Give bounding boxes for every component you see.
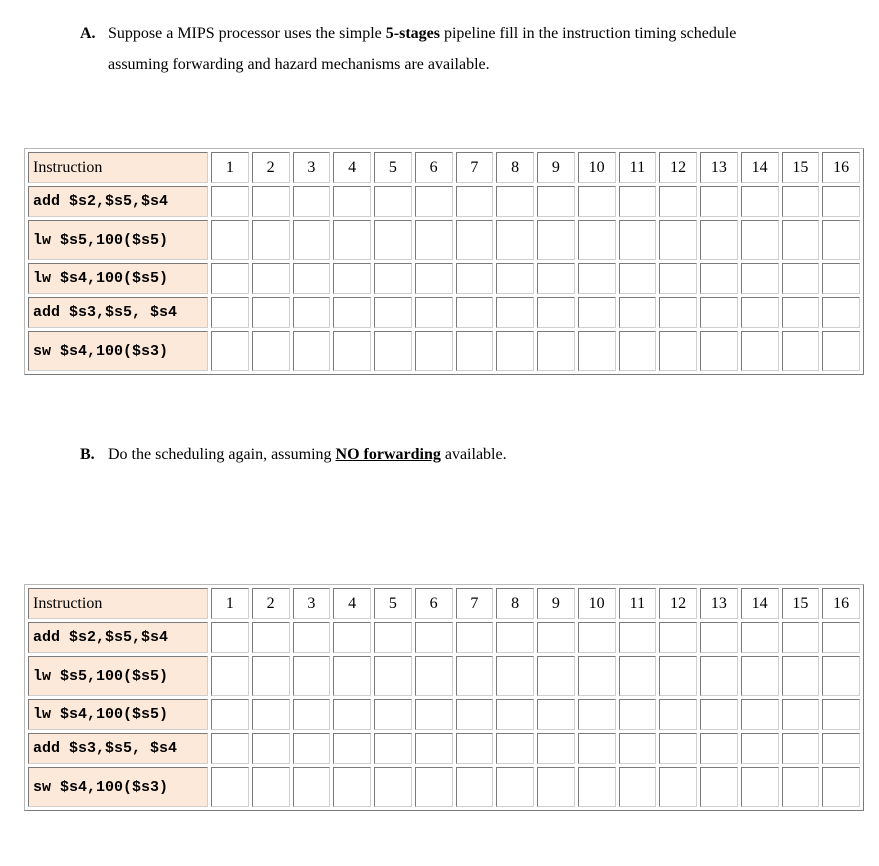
table-b-schedule-cell[interactable]	[537, 733, 575, 764]
table-b-schedule-cell[interactable]	[456, 699, 494, 730]
question-b	[80, 443, 507, 467]
question-a-text-post: pipeline fill in the instruction timing schedule	[439, 25, 737, 42]
table-b-schedule-cell[interactable]	[537, 699, 575, 730]
table-a-schedule-cell[interactable]	[822, 297, 860, 328]
table-a-schedule-cell[interactable]	[537, 331, 575, 371]
table-a-schedule-cell[interactable]	[252, 263, 290, 294]
table-b-schedule-cell[interactable]	[700, 622, 738, 653]
table-a-schedule-cell[interactable]	[578, 263, 616, 294]
table-b-schedule-cell[interactable]	[741, 767, 779, 807]
table-a-schedule-cell[interactable]	[659, 297, 697, 328]
table-a-schedule-cell[interactable]	[333, 297, 371, 328]
table-a-schedule-cell[interactable]	[659, 263, 697, 294]
table-b-schedule-cell[interactable]	[374, 656, 412, 696]
table-a-schedule-cell[interactable]	[293, 297, 331, 328]
question-a-line2: assuming forwarding and hazard mechanisms are available.	[108, 56, 490, 73]
table-b-schedule-cell[interactable]	[415, 622, 453, 653]
table-b-schedule-cell[interactable]	[822, 656, 860, 696]
table-a-schedule-cell[interactable]	[537, 263, 575, 294]
table-b-schedule-cell[interactable]	[252, 699, 290, 730]
table-b-schedule-cell[interactable]	[619, 699, 657, 730]
table-b-instruction-cell: lw $s5,100($s5)	[28, 656, 208, 696]
table-b-schedule-cell[interactable]	[700, 656, 738, 696]
table-b-schedule-cell[interactable]	[741, 656, 779, 696]
table-a-schedule-cell[interactable]	[659, 220, 697, 260]
table-b-schedule-cell[interactable]	[293, 733, 331, 764]
table-a-instruction-cell: add $s2,$s5,$s4	[28, 186, 208, 217]
schedule-table-a	[24, 148, 864, 375]
question-b-letter: B.	[80, 446, 95, 463]
table-b-row	[28, 656, 860, 696]
table-b-schedule-cell[interactable]	[659, 656, 697, 696]
table-a-schedule-cell[interactable]	[415, 331, 453, 371]
table-a-schedule-cell[interactable]	[211, 263, 249, 294]
table-a-schedule-cell[interactable]	[741, 297, 779, 328]
table-a-instruction-cell: add $s3,$s5, $s4	[28, 297, 208, 328]
question-b-emphasis: NO forwarding	[335, 446, 441, 463]
table-a-schedule-cell[interactable]	[374, 220, 412, 260]
table-a-instruction-cell: sw $s4,100($s3)	[28, 331, 208, 371]
schedule-table-a-body	[28, 152, 860, 371]
table-b-cycle-header-9: 9	[537, 588, 575, 619]
schedule-table-b	[24, 584, 864, 811]
schedule-table-b-body	[28, 588, 860, 807]
table-a-cycle-header-3: 3	[293, 152, 331, 183]
table-a-cycle-header-6: 6	[415, 152, 453, 183]
question-a-text-pre: Suppose a MIPS processor uses the simple	[108, 25, 386, 42]
table-b-schedule-cell[interactable]	[782, 767, 820, 807]
table-a-schedule-cell[interactable]	[659, 331, 697, 371]
table-a-cycle-header-2: 2	[252, 152, 290, 183]
table-a-schedule-cell[interactable]	[496, 263, 534, 294]
table-b-schedule-cell[interactable]	[374, 699, 412, 730]
table-a-schedule-cell[interactable]	[415, 297, 453, 328]
table-a-schedule-cell[interactable]	[211, 331, 249, 371]
table-a-schedule-cell[interactable]	[659, 186, 697, 217]
table-a-cycle-header-4: 4	[333, 152, 371, 183]
table-b-schedule-cell[interactable]	[496, 622, 534, 653]
table-b-cycle-header-2: 2	[252, 588, 290, 619]
table-b-schedule-cell[interactable]	[496, 767, 534, 807]
table-b-schedule-cell[interactable]	[741, 699, 779, 730]
question-b-text-pre: Do the scheduling again, assuming	[108, 446, 336, 463]
table-b-schedule-cell[interactable]	[252, 733, 290, 764]
table-a-schedule-cell[interactable]	[741, 220, 779, 260]
table-b-schedule-cell[interactable]	[415, 699, 453, 730]
table-a-schedule-cell[interactable]	[293, 263, 331, 294]
table-a-schedule-cell[interactable]	[211, 220, 249, 260]
table-b-row	[28, 699, 860, 730]
table-b-schedule-cell[interactable]	[822, 767, 860, 807]
table-a-schedule-cell[interactable]	[782, 297, 820, 328]
table-a-schedule-cell[interactable]	[374, 186, 412, 217]
table-a-schedule-cell[interactable]	[496, 220, 534, 260]
table-a-row	[28, 186, 860, 217]
table-a-schedule-cell[interactable]	[822, 331, 860, 371]
table-a-schedule-cell[interactable]	[537, 186, 575, 217]
table-a-schedule-cell[interactable]	[578, 186, 616, 217]
table-b-instruction-cell: add $s3,$s5, $s4	[28, 733, 208, 764]
table-b-schedule-cell[interactable]	[293, 767, 331, 807]
table-b-cycle-header-14: 14	[741, 588, 779, 619]
table-a-cycle-header-5: 5	[374, 152, 412, 183]
table-a-schedule-cell[interactable]	[496, 331, 534, 371]
table-a-cycle-header-10: 10	[578, 152, 616, 183]
table-b-schedule-cell[interactable]	[619, 767, 657, 807]
table-a-schedule-cell[interactable]	[619, 220, 657, 260]
table-b-schedule-cell[interactable]	[659, 622, 697, 653]
table-a-schedule-cell[interactable]	[252, 331, 290, 371]
table-b-schedule-cell[interactable]	[741, 622, 779, 653]
table-b-schedule-cell[interactable]	[293, 656, 331, 696]
table-a-schedule-cell[interactable]	[578, 331, 616, 371]
table-b-instruction-cell: add $s2,$s5,$s4	[28, 622, 208, 653]
table-b-schedule-cell[interactable]	[252, 622, 290, 653]
table-a-instruction-cell: lw $s5,100($s5)	[28, 220, 208, 260]
table-b-schedule-cell[interactable]	[456, 622, 494, 653]
table-a-schedule-cell[interactable]	[415, 263, 453, 294]
table-b-cycle-header-3: 3	[293, 588, 331, 619]
table-b-schedule-cell[interactable]	[293, 622, 331, 653]
table-a-schedule-cell[interactable]	[333, 263, 371, 294]
table-b-cycle-header-11: 11	[619, 588, 657, 619]
question-b-text-post: available.	[440, 446, 507, 463]
table-b-schedule-cell[interactable]	[578, 733, 616, 764]
table-a-schedule-cell[interactable]	[252, 220, 290, 260]
table-b-schedule-cell[interactable]	[537, 767, 575, 807]
table-a-schedule-cell[interactable]	[741, 186, 779, 217]
table-b-schedule-cell[interactable]	[700, 699, 738, 730]
table-b-schedule-cell[interactable]	[537, 622, 575, 653]
table-a-schedule-cell[interactable]	[619, 263, 657, 294]
table-b-schedule-cell[interactable]	[578, 622, 616, 653]
table-b-schedule-cell[interactable]	[333, 656, 371, 696]
question-a	[80, 18, 840, 80]
table-b-schedule-cell[interactable]	[333, 733, 371, 764]
table-a-schedule-cell[interactable]	[456, 297, 494, 328]
question-a-letter: A.	[80, 25, 96, 42]
table-b-schedule-cell[interactable]	[822, 733, 860, 764]
table-b-schedule-cell[interactable]	[456, 656, 494, 696]
table-b-schedule-cell[interactable]	[659, 767, 697, 807]
table-a-schedule-cell[interactable]	[456, 263, 494, 294]
table-a-schedule-cell[interactable]	[782, 186, 820, 217]
table-a-schedule-cell[interactable]	[252, 186, 290, 217]
table-a-schedule-cell[interactable]	[700, 186, 738, 217]
table-a-schedule-cell[interactable]	[456, 331, 494, 371]
table-b-schedule-cell[interactable]	[782, 656, 820, 696]
table-a-schedule-cell[interactable]	[415, 220, 453, 260]
table-b-cycle-header-5: 5	[374, 588, 412, 619]
table-a-schedule-cell[interactable]	[333, 220, 371, 260]
table-a-schedule-cell[interactable]	[700, 220, 738, 260]
table-b-schedule-cell[interactable]	[293, 699, 331, 730]
table-b-cycle-header-13: 13	[700, 588, 738, 619]
table-a-cycle-header-9: 9	[537, 152, 575, 183]
table-b-schedule-cell[interactable]	[537, 656, 575, 696]
table-a-cycle-header-15: 15	[782, 152, 820, 183]
table-b-row	[28, 733, 860, 764]
question-a-text-bold: 5-stages	[385, 25, 440, 42]
table-b-schedule-cell[interactable]	[456, 733, 494, 764]
table-b-schedule-cell[interactable]	[333, 622, 371, 653]
table-a-schedule-cell[interactable]	[374, 297, 412, 328]
table-b-schedule-cell[interactable]	[252, 767, 290, 807]
table-a-schedule-cell[interactable]	[374, 331, 412, 371]
table-b-schedule-cell[interactable]	[496, 733, 534, 764]
table-a-row	[28, 220, 860, 260]
table-a-schedule-cell[interactable]	[822, 186, 860, 217]
table-a-schedule-cell[interactable]	[211, 297, 249, 328]
table-a-schedule-cell[interactable]	[496, 297, 534, 328]
table-b-schedule-cell[interactable]	[782, 622, 820, 653]
table-b-cycle-header-1: 1	[211, 588, 249, 619]
table-b-cycle-header-15: 15	[782, 588, 820, 619]
table-b-schedule-cell[interactable]	[782, 699, 820, 730]
table-b-schedule-cell[interactable]	[415, 767, 453, 807]
table-a-schedule-cell[interactable]	[211, 186, 249, 217]
table-a-cycle-header-16: 16	[822, 152, 860, 183]
table-a-schedule-cell[interactable]	[252, 297, 290, 328]
table-b-schedule-cell[interactable]	[578, 767, 616, 807]
table-b-cycle-header-10: 10	[578, 588, 616, 619]
table-b-schedule-cell[interactable]	[619, 656, 657, 696]
table-b-schedule-cell[interactable]	[374, 733, 412, 764]
table-a-schedule-cell[interactable]	[293, 186, 331, 217]
table-b-schedule-cell[interactable]	[211, 656, 249, 696]
table-b-schedule-cell[interactable]	[659, 699, 697, 730]
table-a-schedule-cell[interactable]	[822, 220, 860, 260]
table-b-cycle-header-12: 12	[659, 588, 697, 619]
table-a-schedule-cell[interactable]	[415, 186, 453, 217]
table-a-schedule-cell[interactable]	[293, 220, 331, 260]
table-b-schedule-cell[interactable]	[211, 767, 249, 807]
table-b-schedule-cell[interactable]	[578, 656, 616, 696]
table-a-schedule-cell[interactable]	[741, 263, 779, 294]
table-b-schedule-cell[interactable]	[496, 699, 534, 730]
table-b-cycle-header-6: 6	[415, 588, 453, 619]
table-b-schedule-cell[interactable]	[374, 767, 412, 807]
table-a-schedule-cell[interactable]	[456, 220, 494, 260]
table-a-header-row	[28, 152, 860, 183]
table-a-schedule-cell[interactable]	[333, 186, 371, 217]
table-b-schedule-cell[interactable]	[374, 622, 412, 653]
table-a-schedule-cell[interactable]	[782, 220, 820, 260]
table-b-row	[28, 767, 860, 807]
table-b-instruction-cell: lw $s4,100($s5)	[28, 699, 208, 730]
table-b-schedule-cell[interactable]	[741, 733, 779, 764]
table-b-cycle-header-16: 16	[822, 588, 860, 619]
table-b-schedule-cell[interactable]	[619, 622, 657, 653]
table-a-schedule-cell[interactable]	[700, 263, 738, 294]
table-a-schedule-cell[interactable]	[374, 263, 412, 294]
table-b-schedule-cell[interactable]	[211, 699, 249, 730]
table-a-schedule-cell[interactable]	[456, 186, 494, 217]
table-a-cycle-header-12: 12	[659, 152, 697, 183]
table-a-schedule-cell[interactable]	[700, 331, 738, 371]
table-b-schedule-cell[interactable]	[333, 699, 371, 730]
table-a-schedule-cell[interactable]	[537, 220, 575, 260]
table-b-schedule-cell[interactable]	[211, 622, 249, 653]
table-b-schedule-cell[interactable]	[700, 733, 738, 764]
table-b-cycle-header-4: 4	[333, 588, 371, 619]
table-b-instruction-cell: sw $s4,100($s3)	[28, 767, 208, 807]
table-a-cycle-header-8: 8	[496, 152, 534, 183]
table-b-schedule-cell[interactable]	[415, 656, 453, 696]
table-a-schedule-cell[interactable]	[537, 297, 575, 328]
table-a-schedule-cell[interactable]	[619, 186, 657, 217]
table-a-cycle-header-11: 11	[619, 152, 657, 183]
table-b-schedule-cell[interactable]	[782, 733, 820, 764]
table-a-schedule-cell[interactable]	[782, 331, 820, 371]
table-a-cycle-header-14: 14	[741, 152, 779, 183]
table-a-schedule-cell[interactable]	[619, 331, 657, 371]
table-a-instruction-cell: lw $s4,100($s5)	[28, 263, 208, 294]
table-b-cycle-header-7: 7	[456, 588, 494, 619]
table-b-schedule-cell[interactable]	[822, 699, 860, 730]
table-b-schedule-cell[interactable]	[700, 767, 738, 807]
table-b-instruction-header: Instruction	[28, 588, 208, 619]
table-b-cycle-header-8: 8	[496, 588, 534, 619]
table-a-schedule-cell[interactable]	[822, 263, 860, 294]
table-a-cycle-header-13: 13	[700, 152, 738, 183]
table-a-schedule-cell[interactable]	[578, 297, 616, 328]
table-b-schedule-cell[interactable]	[496, 656, 534, 696]
table-b-row	[28, 622, 860, 653]
table-b-schedule-cell[interactable]	[619, 733, 657, 764]
table-a-schedule-cell[interactable]	[700, 297, 738, 328]
table-b-schedule-cell[interactable]	[415, 733, 453, 764]
table-a-schedule-cell[interactable]	[496, 186, 534, 217]
table-b-schedule-cell[interactable]	[333, 767, 371, 807]
table-a-row	[28, 263, 860, 294]
table-b-header-row	[28, 588, 860, 619]
table-a-cycle-header-7: 7	[456, 152, 494, 183]
table-b-schedule-cell[interactable]	[822, 622, 860, 653]
table-b-schedule-cell[interactable]	[211, 733, 249, 764]
table-a-row	[28, 331, 860, 371]
table-b-schedule-cell[interactable]	[456, 767, 494, 807]
table-b-schedule-cell[interactable]	[659, 733, 697, 764]
table-a-schedule-cell[interactable]	[578, 220, 616, 260]
table-a-schedule-cell[interactable]	[782, 263, 820, 294]
table-b-schedule-cell[interactable]	[252, 656, 290, 696]
table-a-schedule-cell[interactable]	[741, 331, 779, 371]
table-a-schedule-cell[interactable]	[333, 331, 371, 371]
table-b-schedule-cell[interactable]	[578, 699, 616, 730]
table-a-schedule-cell[interactable]	[293, 331, 331, 371]
table-a-schedule-cell[interactable]	[619, 297, 657, 328]
table-a-instruction-header: Instruction	[28, 152, 208, 183]
table-a-row	[28, 297, 860, 328]
table-a-cycle-header-1: 1	[211, 152, 249, 183]
